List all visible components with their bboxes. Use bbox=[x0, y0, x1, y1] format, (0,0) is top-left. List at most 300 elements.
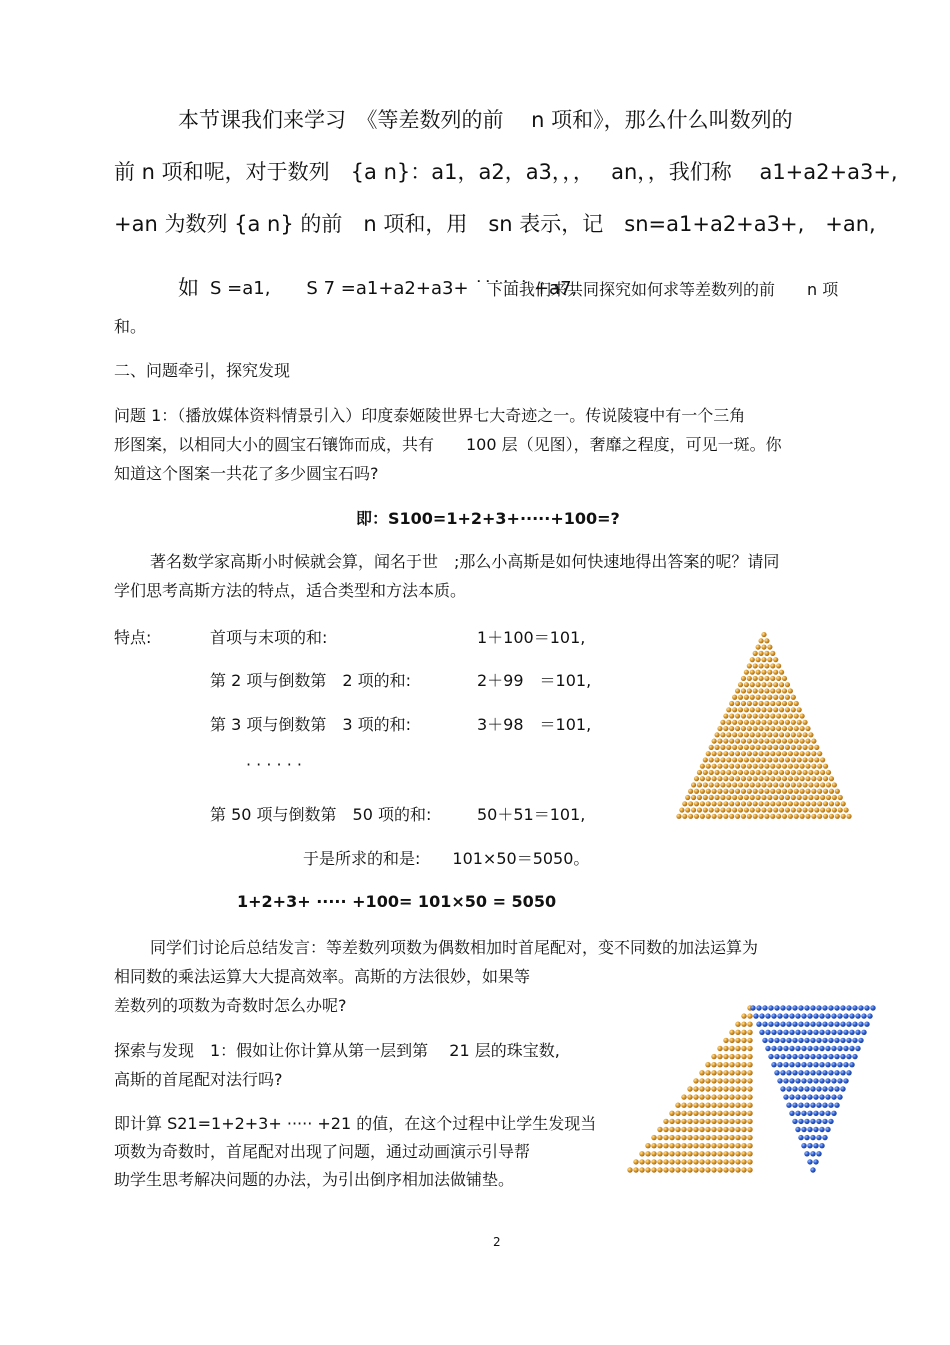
gem-bead bbox=[789, 1111, 794, 1116]
gem-bead bbox=[820, 782, 825, 787]
gem-bead bbox=[834, 1005, 839, 1010]
gem-bead bbox=[711, 1103, 716, 1108]
gem-bead bbox=[846, 1038, 851, 1043]
gem-bead bbox=[651, 1159, 656, 1164]
gem-bead bbox=[822, 1135, 827, 1140]
gem-bead bbox=[823, 789, 828, 794]
gem-bead bbox=[811, 801, 816, 806]
gem-bead bbox=[761, 770, 766, 775]
gem-bead bbox=[675, 1127, 680, 1132]
gem-bead bbox=[831, 1111, 836, 1116]
gem-bead bbox=[831, 1078, 836, 1083]
discussion-line-3: 差数列的项数为奇数时怎么办呢? bbox=[114, 996, 347, 1015]
gem-bead bbox=[699, 1111, 704, 1116]
gem-bead bbox=[663, 1135, 668, 1140]
gem-bead bbox=[703, 807, 708, 812]
gem-bead bbox=[676, 814, 681, 819]
gem-bead bbox=[717, 1159, 722, 1164]
gem-bead bbox=[741, 688, 746, 693]
gem-bead bbox=[794, 751, 799, 756]
gem-bead bbox=[735, 1111, 740, 1116]
gem-bead bbox=[855, 1030, 860, 1035]
gem-bead bbox=[717, 1103, 722, 1108]
gem-bead bbox=[783, 1046, 788, 1051]
gem-bead bbox=[738, 745, 743, 750]
gem-bead bbox=[729, 713, 734, 718]
gem-bead bbox=[741, 789, 746, 794]
gem-bead bbox=[843, 1062, 848, 1067]
gem-bead bbox=[800, 764, 805, 769]
gem-bead bbox=[814, 770, 819, 775]
gem-bead bbox=[729, 701, 734, 706]
gem-bead bbox=[789, 1094, 794, 1099]
gem-parallelogram-figure bbox=[624, 996, 876, 1176]
gem-bead bbox=[758, 751, 763, 756]
gem-bead bbox=[669, 1151, 674, 1156]
gem-bead bbox=[776, 688, 781, 693]
gem-bead bbox=[657, 1159, 662, 1164]
gem-bead bbox=[758, 726, 763, 731]
gem-bead bbox=[798, 1005, 803, 1010]
gem-bead bbox=[805, 801, 810, 806]
gem-bead bbox=[810, 1054, 815, 1059]
gem-bead bbox=[791, 782, 796, 787]
gem-bead bbox=[808, 770, 813, 775]
gem-bead bbox=[685, 807, 690, 812]
gem-bead bbox=[800, 776, 805, 781]
gem-bead bbox=[792, 1054, 797, 1059]
gem-bead bbox=[753, 713, 758, 718]
gem-bead bbox=[822, 1005, 827, 1010]
gem-bead bbox=[750, 795, 755, 800]
gem-bead bbox=[697, 807, 702, 812]
gem-bead bbox=[773, 807, 778, 812]
gem-bead bbox=[735, 688, 740, 693]
gem-bead bbox=[807, 1111, 812, 1116]
gem-bead bbox=[826, 807, 831, 812]
gem-bead bbox=[750, 657, 755, 662]
gem-bead bbox=[738, 707, 743, 712]
gem-bead bbox=[811, 739, 816, 744]
gem-bead bbox=[639, 1159, 644, 1164]
gem-bead bbox=[723, 1135, 728, 1140]
gem-bead bbox=[756, 745, 761, 750]
gem-bead bbox=[837, 1046, 842, 1051]
gem-bead bbox=[779, 795, 784, 800]
gem-bead bbox=[800, 801, 805, 806]
gem-bead bbox=[735, 1062, 740, 1067]
gem-bead bbox=[789, 1030, 794, 1035]
gem-bead bbox=[777, 1062, 782, 1067]
gem-bead bbox=[703, 757, 708, 762]
gem-bead bbox=[788, 713, 793, 718]
gem-bead bbox=[741, 1070, 746, 1075]
gem-bead bbox=[645, 1159, 650, 1164]
gem-bead bbox=[741, 1022, 746, 1027]
gem-bead bbox=[837, 1013, 842, 1018]
feature-desc: 首项与末项的和: bbox=[210, 628, 328, 647]
gem-bead bbox=[711, 1151, 716, 1156]
gem-bead bbox=[723, 776, 728, 781]
gem-bead bbox=[810, 1005, 815, 1010]
gem-bead bbox=[729, 1135, 734, 1140]
gem-bead bbox=[756, 1022, 761, 1027]
gem-bead bbox=[819, 1127, 824, 1132]
gem-bead bbox=[764, 638, 769, 643]
gem-bead bbox=[819, 1094, 824, 1099]
gem-bead bbox=[714, 782, 719, 787]
gem-bead bbox=[723, 1151, 728, 1156]
gem-bead bbox=[717, 739, 722, 744]
gem-bead bbox=[771, 1030, 776, 1035]
gem-bead bbox=[797, 770, 802, 775]
gem-bead bbox=[779, 720, 784, 725]
gem-bead bbox=[764, 789, 769, 794]
gem-bead bbox=[788, 726, 793, 731]
gem-bead bbox=[791, 757, 796, 762]
gem-bead bbox=[738, 807, 743, 812]
gem-bead bbox=[741, 776, 746, 781]
gem-bead bbox=[744, 795, 749, 800]
gem-bead bbox=[687, 1151, 692, 1156]
gem-bead bbox=[657, 1167, 662, 1172]
gem-bead bbox=[706, 789, 711, 794]
gem-bead bbox=[741, 1159, 746, 1164]
example-lead: 如 bbox=[178, 276, 199, 300]
gem-bead bbox=[726, 732, 731, 737]
gem-bead bbox=[785, 795, 790, 800]
feature-desc: 第 50 项与倒数第 50 项的和: bbox=[210, 805, 432, 824]
gem-triangle-figure bbox=[672, 628, 856, 824]
gem-bead bbox=[705, 1094, 710, 1099]
gem-bead bbox=[786, 1086, 791, 1091]
gem-bead bbox=[758, 651, 763, 656]
gem-bead bbox=[808, 807, 813, 812]
gem-bead bbox=[776, 776, 781, 781]
gem-bead bbox=[801, 1094, 806, 1099]
gem-bead bbox=[826, 770, 831, 775]
gem-bead bbox=[804, 1005, 809, 1010]
gem-bead bbox=[794, 776, 799, 781]
gem-bead bbox=[770, 663, 775, 668]
gem-bead bbox=[723, 789, 728, 794]
gem-bead bbox=[729, 1119, 734, 1124]
gem-bead bbox=[805, 739, 810, 744]
gem-bead bbox=[723, 1046, 728, 1051]
gem-bead bbox=[840, 1054, 845, 1059]
gem-bead bbox=[717, 1078, 722, 1083]
gem-bead bbox=[776, 713, 781, 718]
gem-bead bbox=[849, 1046, 854, 1051]
gem-bead bbox=[797, 807, 802, 812]
gem-bead bbox=[717, 1054, 722, 1059]
gem-bead bbox=[828, 1022, 833, 1027]
gem-bead bbox=[780, 1054, 785, 1059]
gem-bead bbox=[792, 1038, 797, 1043]
gem-bead bbox=[709, 770, 714, 775]
gem-bead bbox=[741, 814, 746, 819]
gem-bead bbox=[741, 801, 746, 806]
gem-bead bbox=[770, 814, 775, 819]
gem-bead bbox=[813, 1159, 818, 1164]
gem-bead bbox=[756, 645, 761, 650]
gem-bead bbox=[741, 701, 746, 706]
gem-bead bbox=[714, 807, 719, 812]
gem-bead bbox=[726, 745, 731, 750]
gem-bead bbox=[776, 726, 781, 731]
gem-bead bbox=[798, 1135, 803, 1140]
gem-bead bbox=[729, 1030, 734, 1035]
gem-bead bbox=[795, 1094, 800, 1099]
gem-bead bbox=[699, 1143, 704, 1148]
gem-bead bbox=[741, 676, 746, 681]
gem-bead bbox=[741, 1094, 746, 1099]
gem-bead bbox=[729, 1103, 734, 1108]
gem-bead bbox=[782, 814, 787, 819]
gem-bead bbox=[770, 764, 775, 769]
gem-bead bbox=[788, 776, 793, 781]
gem-bead bbox=[816, 1135, 821, 1140]
gem-bead bbox=[693, 1086, 698, 1091]
gem-bead bbox=[747, 764, 752, 769]
gem-bead bbox=[706, 801, 711, 806]
gem-bead bbox=[711, 1111, 716, 1116]
gem-bead bbox=[732, 745, 737, 750]
gem-bead bbox=[735, 1038, 740, 1043]
intro-line-3: +an 为数列 {a n} 的前 n 项和，用 sn 表示，记 sn=a1+a2+a3+, +an, bbox=[114, 212, 876, 236]
gem-bead bbox=[669, 1135, 674, 1140]
gem-bead bbox=[711, 1094, 716, 1099]
gem-bead bbox=[729, 1159, 734, 1164]
gem-bead bbox=[811, 814, 816, 819]
gem-bead bbox=[767, 720, 772, 725]
gem-bead bbox=[729, 1111, 734, 1116]
gem-bead bbox=[788, 688, 793, 693]
gem-bead bbox=[802, 770, 807, 775]
gem-bead bbox=[735, 801, 740, 806]
gem-bead bbox=[729, 1086, 734, 1091]
gem-bead bbox=[795, 1127, 800, 1132]
gem-bead bbox=[826, 795, 831, 800]
gem-bead bbox=[843, 1046, 848, 1051]
gem-bead bbox=[761, 657, 766, 662]
gem-bead bbox=[744, 757, 749, 762]
gem-bead bbox=[729, 1143, 734, 1148]
gem-bead bbox=[717, 789, 722, 794]
gem-bead bbox=[723, 1111, 728, 1116]
gem-bead bbox=[741, 1119, 746, 1124]
gem-bead bbox=[788, 701, 793, 706]
gem-bead bbox=[747, 1046, 752, 1051]
gem-bead bbox=[843, 1013, 848, 1018]
gem-bead bbox=[699, 1070, 704, 1075]
gem-bead bbox=[639, 1167, 644, 1172]
gem-bead bbox=[747, 1103, 752, 1108]
gem-bead bbox=[700, 801, 705, 806]
gem-bead bbox=[712, 801, 717, 806]
gem-bead bbox=[764, 751, 769, 756]
gem-bead bbox=[735, 1022, 740, 1027]
gem-bead bbox=[861, 1013, 866, 1018]
gem-bead bbox=[825, 1111, 830, 1116]
gem-bead bbox=[791, 720, 796, 725]
gem-bead bbox=[823, 801, 828, 806]
gem-bead bbox=[807, 1078, 812, 1083]
gem-bead bbox=[753, 776, 758, 781]
gem-bead bbox=[705, 1151, 710, 1156]
gem-bead bbox=[788, 814, 793, 819]
gem-bead bbox=[767, 682, 772, 687]
gem-bead bbox=[756, 1005, 761, 1010]
gem-bead bbox=[816, 1119, 821, 1124]
gem-bead bbox=[747, 726, 752, 731]
gem-bead bbox=[792, 1119, 797, 1124]
gem-bead bbox=[816, 1038, 821, 1043]
gem-bead bbox=[747, 1167, 752, 1172]
gem-bead bbox=[723, 1159, 728, 1164]
gem-bead bbox=[697, 770, 702, 775]
gem-bead bbox=[788, 739, 793, 744]
gem-bead bbox=[832, 782, 837, 787]
gem-bead bbox=[846, 1022, 851, 1027]
gem-bead bbox=[764, 663, 769, 668]
gem-bead bbox=[717, 1062, 722, 1067]
example-end: 和。 bbox=[114, 317, 147, 336]
gem-bead bbox=[807, 1127, 812, 1132]
gem-bead bbox=[723, 726, 728, 731]
gem-bead bbox=[761, 682, 766, 687]
gem-bead bbox=[768, 1038, 773, 1043]
gem-bead bbox=[797, 757, 802, 762]
gem-bead bbox=[807, 1013, 812, 1018]
gem-bead bbox=[810, 1151, 815, 1156]
gem-bead bbox=[753, 688, 758, 693]
gem-bead bbox=[735, 1054, 740, 1059]
gem-bead bbox=[711, 1054, 716, 1059]
gem-bead bbox=[762, 1022, 767, 1027]
gem-bead bbox=[800, 726, 805, 731]
gem-bead bbox=[709, 807, 714, 812]
gem-bead bbox=[789, 1078, 794, 1083]
gem-bead bbox=[807, 1030, 812, 1035]
gem-bead bbox=[681, 1111, 686, 1116]
gem-bead bbox=[675, 1103, 680, 1108]
gem-bead bbox=[788, 751, 793, 756]
gem-bead bbox=[773, 707, 778, 712]
gem-bead bbox=[786, 1054, 791, 1059]
gem-bead bbox=[858, 1022, 863, 1027]
gem-bead bbox=[703, 795, 708, 800]
gem-bead bbox=[807, 1046, 812, 1051]
gem-bead bbox=[773, 757, 778, 762]
intro-line-2: 前 n 项和呢，对于数列 {a n}：a1，a2，a3，，， an，，我们称 a1+a2+a3+, bbox=[114, 160, 898, 184]
gem-bead bbox=[657, 1151, 662, 1156]
gem-bead bbox=[747, 751, 752, 756]
gem-bead bbox=[835, 801, 840, 806]
gem-bead bbox=[867, 1013, 872, 1018]
gem-bead bbox=[693, 1127, 698, 1132]
gem-bead bbox=[835, 814, 840, 819]
gem-bead bbox=[712, 739, 717, 744]
gem-bead bbox=[663, 1127, 668, 1132]
gem-bead bbox=[729, 1167, 734, 1172]
gem-bead bbox=[723, 814, 728, 819]
gem-bead bbox=[706, 764, 711, 769]
gem-bead bbox=[828, 1070, 833, 1075]
gem-bead bbox=[798, 1022, 803, 1027]
gem-bead bbox=[703, 782, 708, 787]
gem-bead bbox=[706, 776, 711, 781]
gem-bead bbox=[729, 1151, 734, 1156]
gem-bead bbox=[770, 676, 775, 681]
gem-bead bbox=[841, 801, 846, 806]
gem-bead bbox=[681, 1119, 686, 1124]
gem-bead bbox=[832, 795, 837, 800]
gem-bead bbox=[767, 770, 772, 775]
gem-bead bbox=[729, 814, 734, 819]
gem-bead bbox=[669, 1127, 674, 1132]
gem-bead bbox=[822, 1070, 827, 1075]
compute-line-2: 项数为奇数时，首尾配对出现了问题，通过动画演示引导帮 bbox=[114, 1142, 531, 1161]
gem-bead bbox=[756, 707, 761, 712]
gem-bead bbox=[747, 713, 752, 718]
gem-bead bbox=[663, 1151, 668, 1156]
gem-bead bbox=[741, 1046, 746, 1051]
gem-bead bbox=[712, 814, 717, 819]
gem-bead bbox=[843, 1030, 848, 1035]
gem-bead bbox=[633, 1159, 638, 1164]
gem-bead bbox=[633, 1167, 638, 1172]
gem-bead bbox=[758, 688, 763, 693]
gem-bead bbox=[741, 764, 746, 769]
gem-bead bbox=[838, 795, 843, 800]
gem-bead bbox=[764, 776, 769, 781]
gem-bead bbox=[764, 764, 769, 769]
gem-bead bbox=[747, 1038, 752, 1043]
gem-bead bbox=[797, 707, 802, 712]
gem-bead bbox=[729, 801, 734, 806]
gem-bead bbox=[829, 801, 834, 806]
gem-bead bbox=[729, 1070, 734, 1075]
gem-bead bbox=[747, 1054, 752, 1059]
gem-bead bbox=[840, 1070, 845, 1075]
gem-bead bbox=[706, 814, 711, 819]
gem-bead bbox=[747, 663, 752, 668]
gem-bead bbox=[761, 745, 766, 750]
gem-bead bbox=[773, 720, 778, 725]
gem-bead bbox=[816, 1151, 821, 1156]
gem-bead bbox=[675, 1151, 680, 1156]
gem-bead bbox=[700, 776, 705, 781]
gem-bead bbox=[780, 1070, 785, 1075]
gauss-line-2: 学们思考高斯方法的特点，适合类型和方法本质。 bbox=[114, 581, 467, 600]
explore1-line-1: 探索与发现 1：假如让你计算从第一层到第 21 层的珠宝数, bbox=[114, 1041, 560, 1060]
gem-bead bbox=[694, 801, 699, 806]
gem-bead bbox=[675, 1167, 680, 1172]
gem-bead bbox=[825, 1062, 830, 1067]
gem-bead bbox=[729, 1062, 734, 1067]
gem-bead bbox=[782, 751, 787, 756]
gem-bead bbox=[744, 807, 749, 812]
feature-ellipsis: · · · · · · bbox=[246, 755, 302, 774]
gem-bead bbox=[706, 751, 711, 756]
gem-bead bbox=[773, 682, 778, 687]
gem-bead bbox=[714, 770, 719, 775]
gem-bead bbox=[741, 726, 746, 731]
gem-bead bbox=[834, 1086, 839, 1091]
gem-bead bbox=[816, 1022, 821, 1027]
gem-bead bbox=[770, 751, 775, 756]
